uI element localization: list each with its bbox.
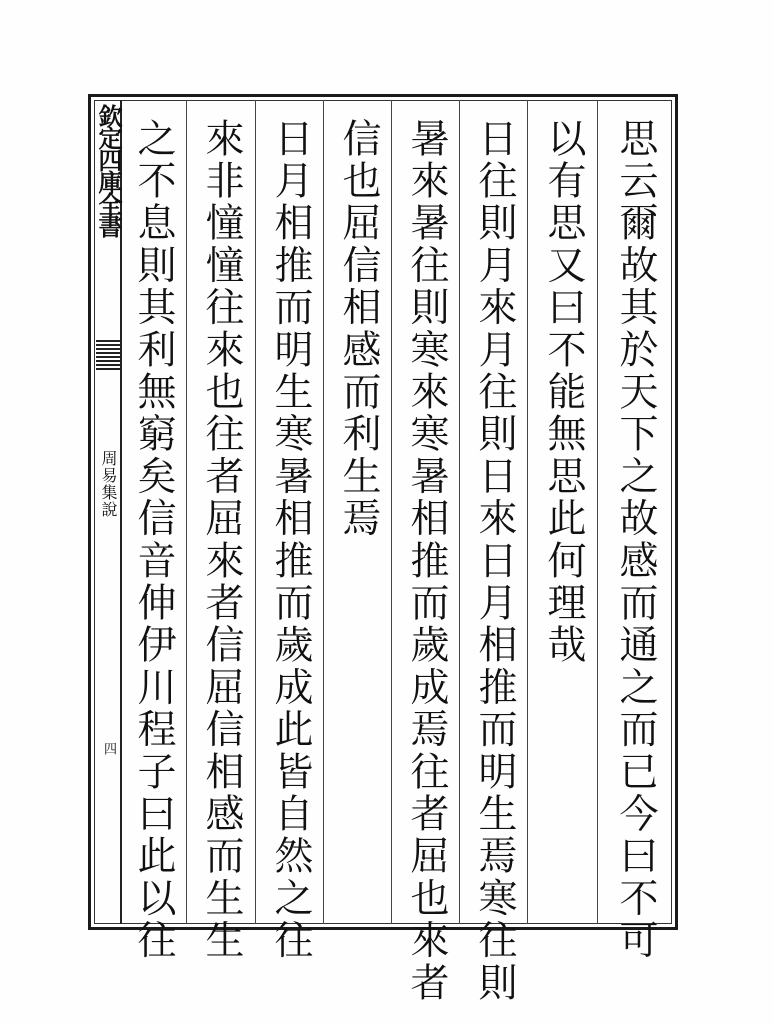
column-rule	[323, 100, 324, 924]
column-rule	[255, 100, 256, 924]
text-column-4: 暑來暑往則寒來寒暑相推而歲成焉往者屈也來者	[404, 118, 449, 1005]
column-rule	[597, 100, 598, 924]
text-column-6: 日月相推而明生寒暑相推而歲成此皆自然之往	[268, 118, 313, 962]
text-column-8: 之不息則其利無窮矣信音伸伊川程子曰此以往	[131, 118, 176, 962]
text-column-2: 以有思又曰不能無思此何理哉	[541, 118, 586, 667]
column-rule	[527, 100, 528, 924]
page-number: 四	[101, 742, 116, 755]
section-title: 周易集說	[99, 450, 118, 518]
text-column-3: 日往則月來月往則日來日月相推而明生焉寒往則	[472, 118, 517, 1005]
text-column-7: 來非憧憧往來也往者屈來者信屈信相感而生生	[199, 118, 244, 962]
book-title: 欽定四庫全書	[94, 104, 123, 236]
column-rule	[459, 100, 460, 924]
text-column-5: 信也屈信相感而利生焉	[336, 118, 381, 540]
text-column-1: 思云爾故其於天下之故感而通之而已今曰不可	[613, 118, 658, 962]
column-rule	[391, 100, 392, 924]
column-rule	[186, 100, 187, 924]
fish-tail-mark	[96, 340, 120, 370]
